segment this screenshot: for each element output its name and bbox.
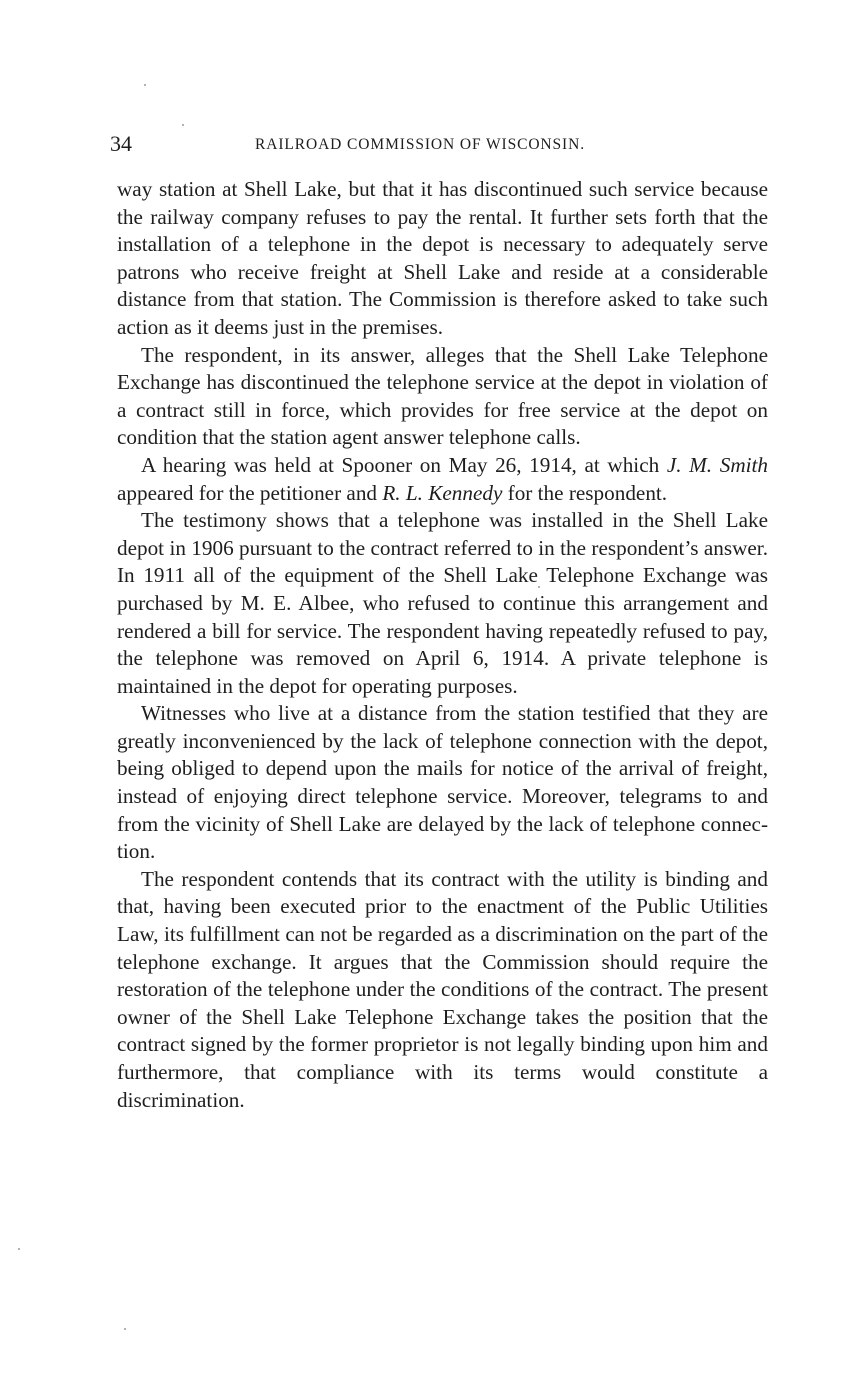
scan-speck <box>182 124 184 126</box>
scan-speck <box>144 84 146 86</box>
paragraph-contention: The respondent contends that its contract with the utility is binding and that, having been executed prior to the enactment of the Public Utilities Law, its fulfillment can not be regarded as a discrimination on the part of the telephone exchange. It argues that the Commission should require the restoration of the telephone under the conditions of the contract. The present owner of the Shell Lake Telephone Exchange takes the position that the contract signed by the former proprietor is not legally binding upon him and furthermore, that compliance with its terms would constitute a discrimination. <box>117 866 768 1112</box>
hearing-tail-text: for the respondent. <box>507 480 668 505</box>
paragraph-testimony: The testimony shows that a telephone was installed in the Shell Lake depot in 1906 pursuant to the contract referred to in the respondent’s answer. In 1911 all of the equipment of the Shell Lake Telephone Exchange was purchased by M. E. Albee, who refused to continue this arrangement and rendered a bill for service. The respondent having repeatedly refused to pay, the telephone was removed on April 6, 1914. A private telephone is maintained in the depot for operating purposes. <box>117 508 768 698</box>
running-title: RAILROAD COMMISSION OF WISCONSIN. <box>255 136 585 153</box>
body-text <box>117 176 768 1114</box>
hearing-lead-text: A hearing was held at Spooner on May 26, 1914, at which <box>141 452 660 477</box>
paragraph-hearing <box>117 452 768 507</box>
hearing-middle-text: appeared for the petitioner and <box>117 480 378 505</box>
scan-speck <box>18 1248 20 1250</box>
paragraph-continuation: way station at Shell Lake, but that it has discontinued such service because the railway company refuses to pay the rental. It further sets forth that the installation of a telephone in the depot is necessary to adequately serve patrons who receive freight at Shell Lake and reside at a considerable distance from that station. The Commission is therefore asked to take such action as it deems just in the premises. <box>117 177 768 339</box>
paragraph-respondent-answer: The respondent, in its answer, alleges that the Shell Lake Telephone Exchange has discontinued the telephone service at the depot in violation of a contract still in force, which provides for free service at the depot on condition that the station agent answer telephone calls. <box>117 342 768 450</box>
running-header <box>110 130 770 158</box>
petitioner-counsel-name: J. M. Smith <box>666 452 768 477</box>
paragraph-witnesses: Witnesses who live at a distance from the station testified that they are greatly inconvenienced by the lack of telephone connection with the depot, being obliged to depend upon the mails for notice of the arrival of freight, instead of enjoying direct telephone service. Moreover, telegrams to and from the vicinity of Shell Lake are delayed by the lack of telephone connection. <box>117 701 768 864</box>
respondent-counsel-name: R. L. Kennedy <box>382 480 503 505</box>
page-number: 34 <box>110 131 132 156</box>
scan-speck <box>124 1328 126 1330</box>
